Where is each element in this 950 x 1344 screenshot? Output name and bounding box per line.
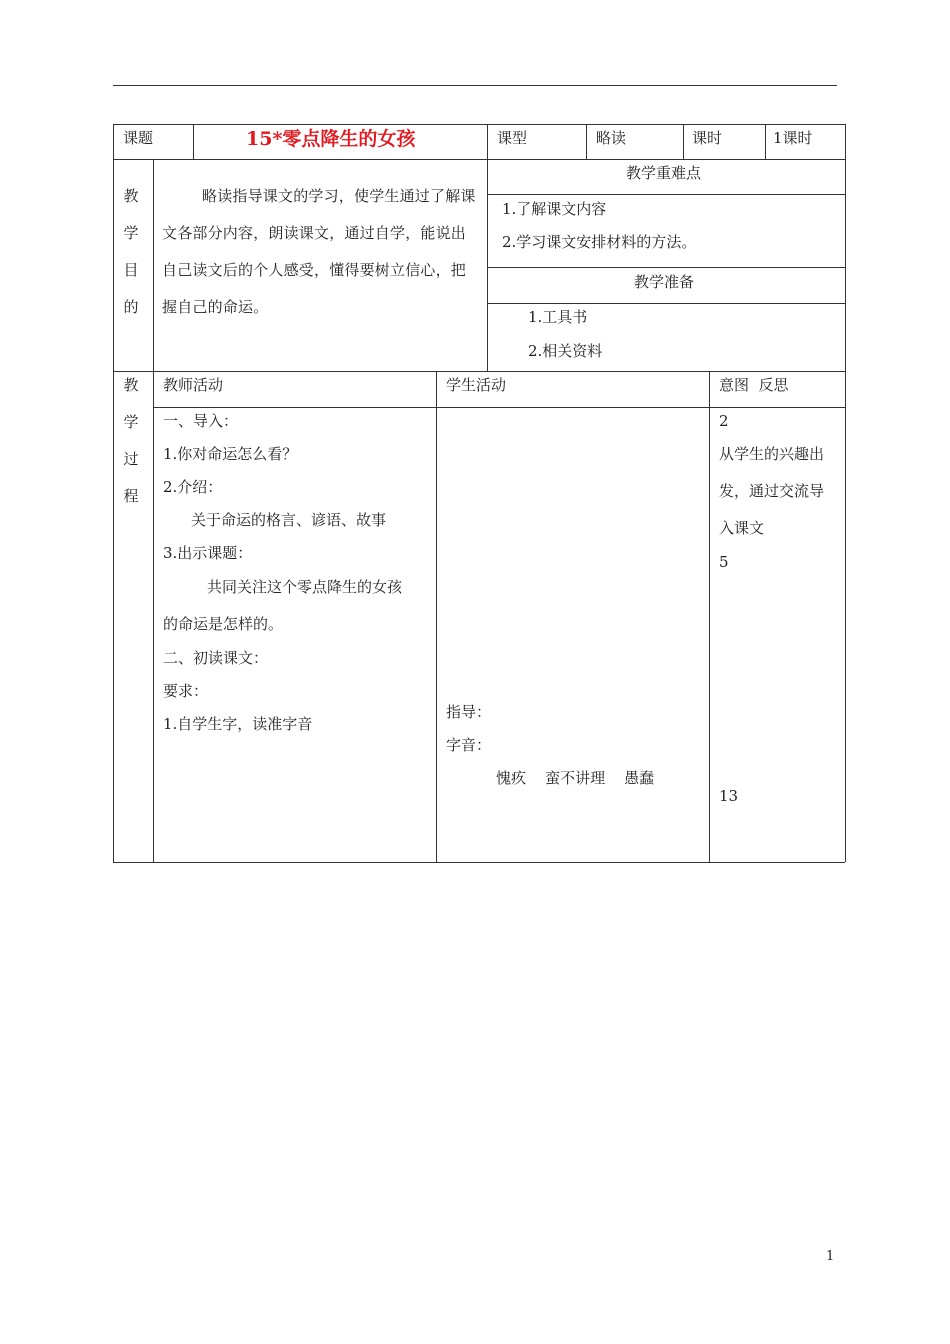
- intent-line: 13: [719, 787, 739, 805]
- teacher-activity-header: 教师活动: [163, 376, 224, 394]
- objectives-label: 教 学 目 的: [123, 187, 139, 316]
- student-line: 字音：: [446, 736, 492, 754]
- type-label: 课型: [497, 129, 528, 147]
- student-activity-header: 学生活动: [446, 376, 507, 394]
- key-point-item: 2.学习课文安排材料的方法。: [502, 233, 697, 251]
- hours-value: 1课时: [773, 129, 813, 147]
- intent-line: 5: [719, 553, 729, 571]
- lesson-title: 15*零点降生的女孩: [246, 128, 416, 150]
- teacher-line: 要求：: [163, 682, 209, 700]
- teacher-line: 3.出示课题：: [163, 544, 253, 562]
- preparation-item: 1.工具书: [528, 308, 588, 326]
- intent-line: 发，通过交流导: [719, 482, 825, 500]
- process-label: 教 学 过 程: [123, 376, 139, 505]
- intent-line: 2: [719, 412, 729, 430]
- student-line: 愧疚 蛮不讲理 愚蠢: [496, 769, 655, 787]
- teacher-line: 一、导入：: [163, 412, 239, 430]
- key-point-item: 1.了解课文内容: [502, 200, 607, 218]
- teacher-line: 共同关注这个零点降生的女孩: [207, 578, 403, 596]
- student-line: 指导：: [446, 703, 492, 721]
- teacher-line: 1.你对命运怎么看？: [163, 445, 298, 463]
- teacher-line: 二、初读课文：: [163, 649, 269, 667]
- key-points-heading: 教学重难点: [626, 164, 702, 182]
- hours-label: 课时: [692, 129, 723, 147]
- intent-line: 从学生的兴趣出: [719, 445, 825, 463]
- teacher-line: 1.自学生字，读准字音: [163, 715, 313, 733]
- objectives-text: 略读指导课文的学习，使学生通过了解课文各部分内容，朗读课文，通过自学，能说出自己读文后的个人感受，懂得要树立信心，把握自己的命运。: [162, 187, 476, 316]
- topic-label: 课题: [123, 129, 154, 147]
- type-value: 略读: [596, 129, 627, 147]
- intent-line: 入课文: [719, 519, 765, 537]
- teacher-line: 的命运是怎样的。: [163, 615, 284, 633]
- teacher-line: 2.介绍：: [163, 478, 223, 496]
- header-rule: [113, 85, 837, 86]
- preparation-heading: 教学准备: [634, 273, 695, 291]
- intent-reflection-header: 意图 反思: [719, 376, 789, 394]
- page-number: 1: [826, 1249, 835, 1264]
- teacher-line: 关于命运的格言、谚语、故事: [191, 511, 387, 529]
- preparation-item: 2.相关资料: [528, 342, 603, 360]
